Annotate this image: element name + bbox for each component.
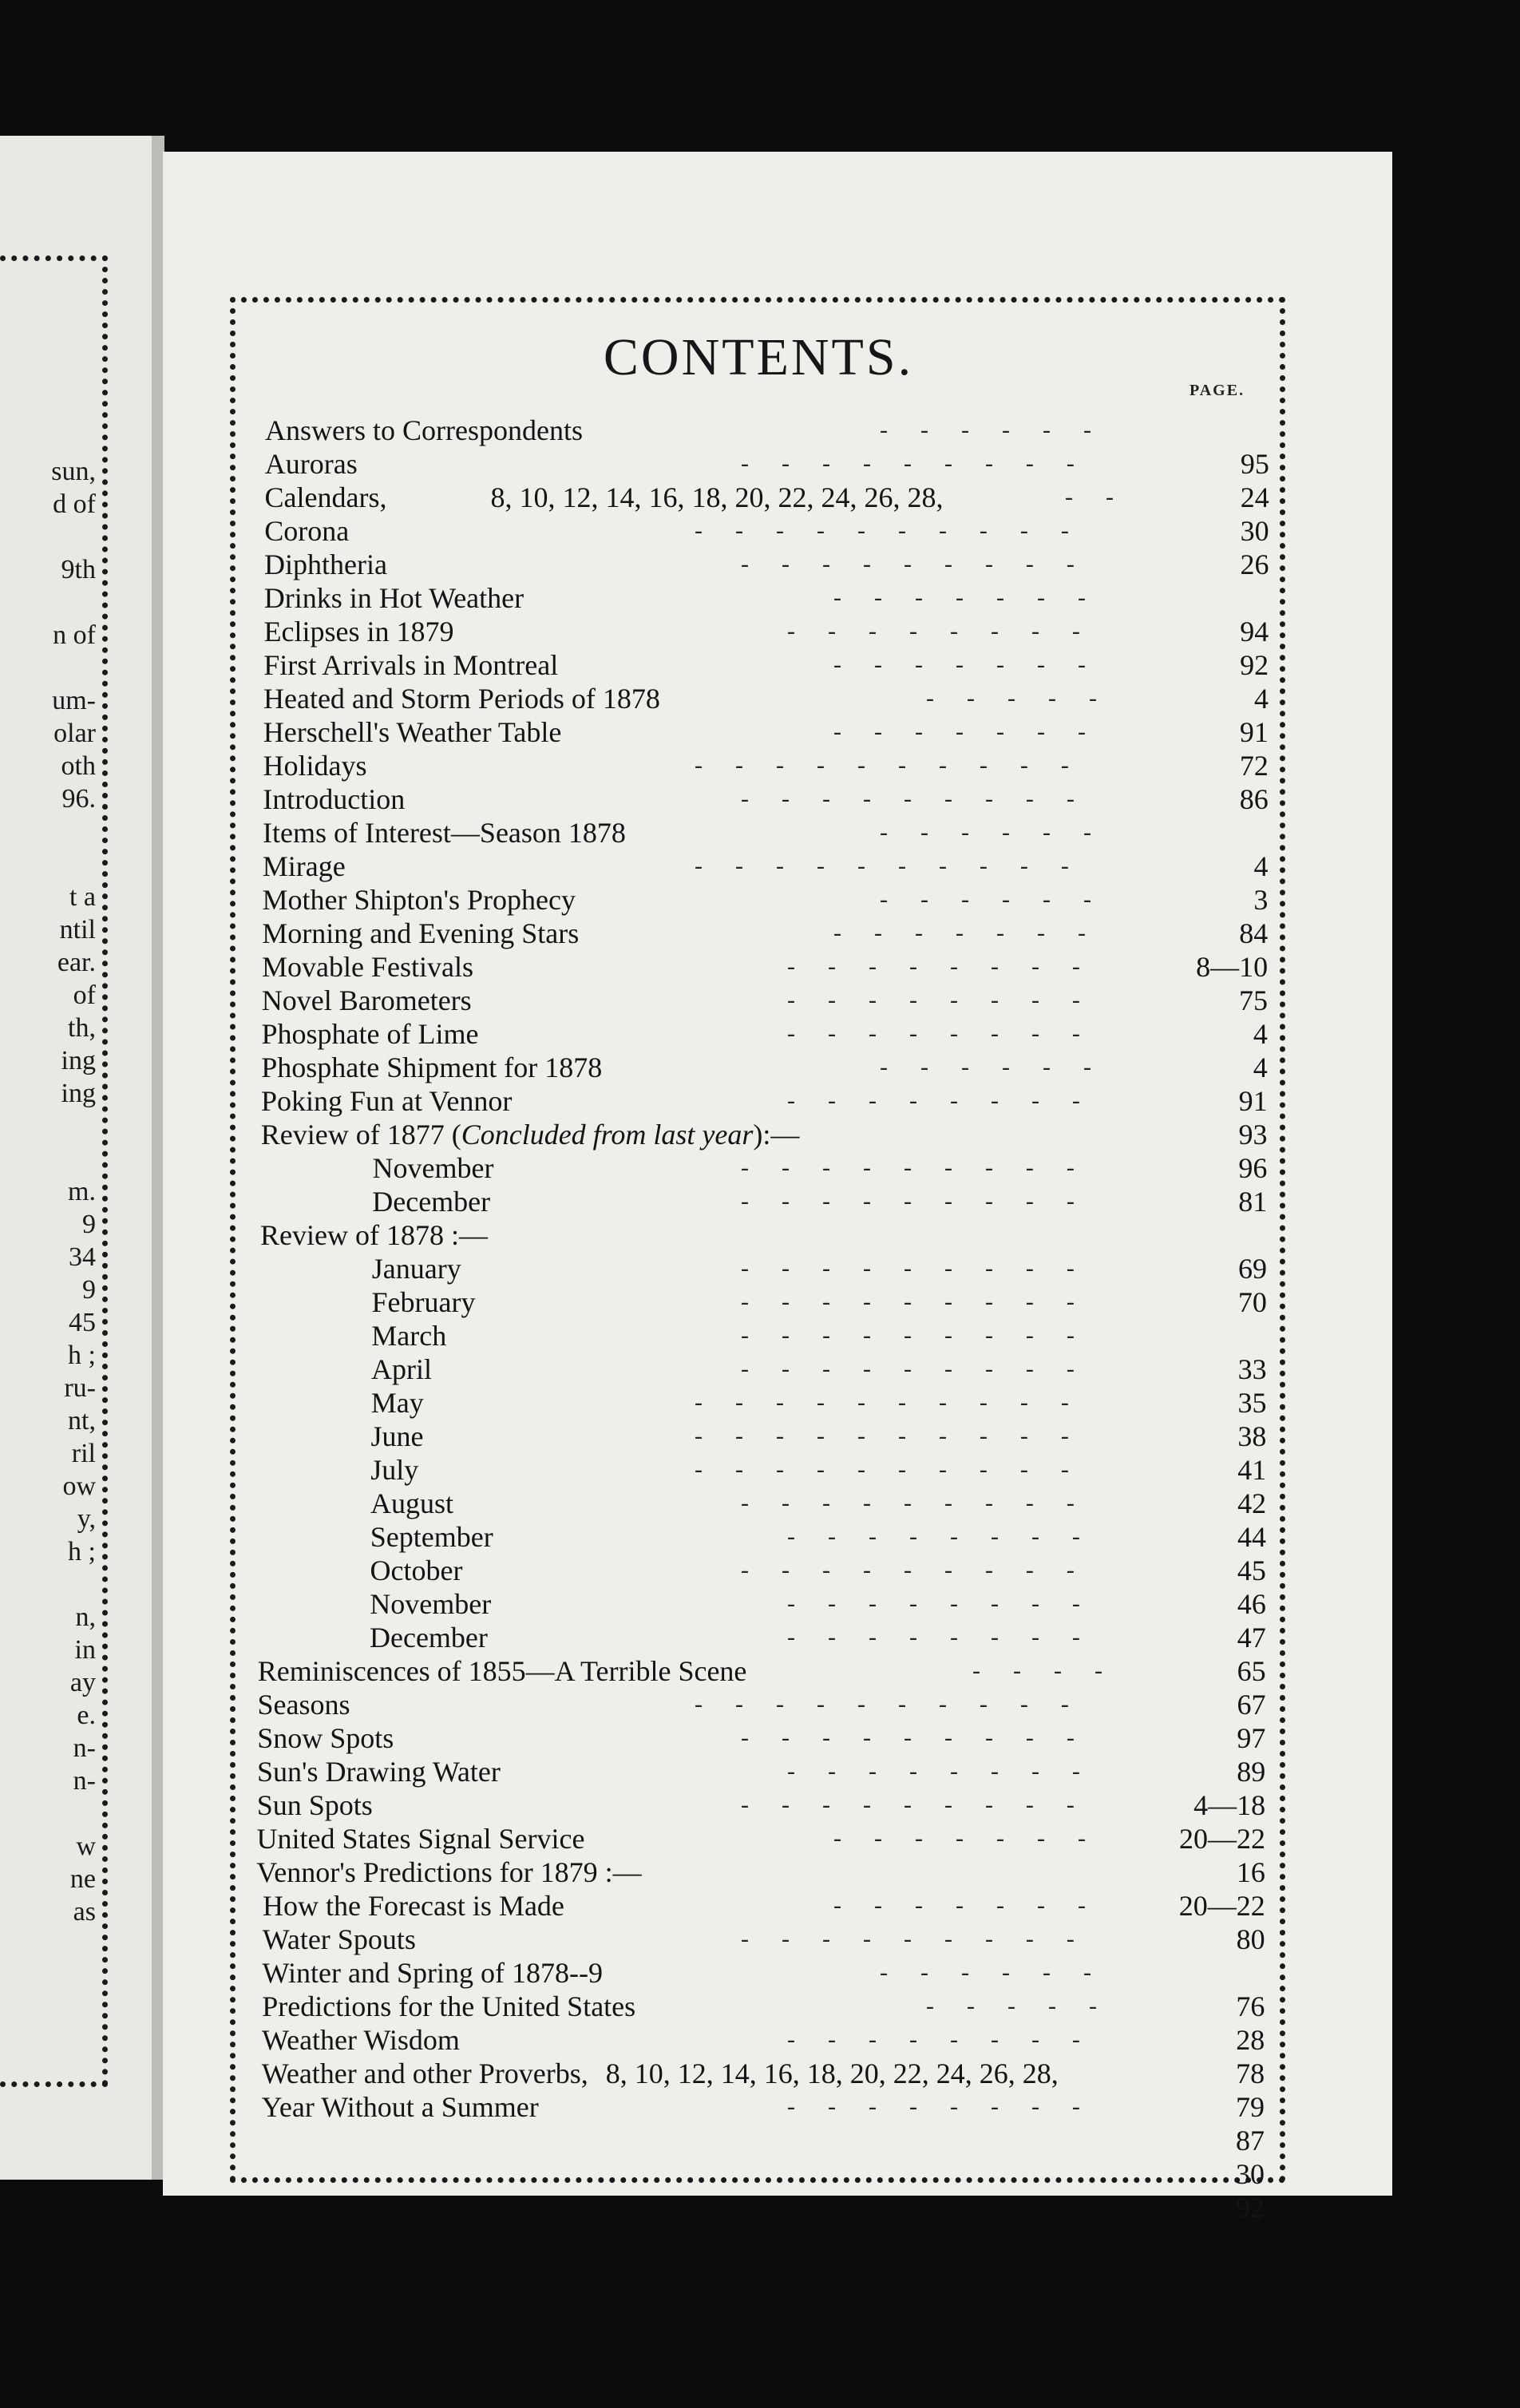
page-number: 3 — [1253, 884, 1269, 916]
entry-title: Review of 1877 (Concluded from last year):— — [260, 1119, 800, 1151]
facing-page-line: n of — [53, 620, 96, 650]
contents-entry — [239, 2023, 1277, 2057]
facing-page-line — [0, 1143, 96, 1175]
facing-page-line: in — [74, 1635, 96, 1665]
page-title: CONTENTS. — [603, 328, 914, 386]
page-number: 75 — [1238, 984, 1268, 1016]
entry-title: Seasons — [257, 1689, 350, 1721]
contents-entry — [239, 883, 1277, 917]
entry-title: Calendars, 8, 10, 12, 14, 16, 18, 20, 22, 24, 26, 28, — [264, 481, 944, 513]
page-number: 97 — [1237, 1722, 1266, 1754]
contents-entry — [239, 514, 1277, 548]
page-number: 65 — [1237, 1655, 1266, 1687]
page-number: 87 — [1236, 2125, 1265, 2157]
contents-entry — [239, 984, 1277, 1017]
entry-title: Sun's Drawing Water — [257, 1756, 501, 1788]
contents-entry — [239, 2090, 1277, 2124]
contents-entry — [239, 1554, 1277, 1587]
page-number: 81 — [1238, 1186, 1268, 1218]
entry-title: Predictions for the United States — [262, 1990, 636, 2022]
dot-leader: --------- — [741, 1490, 1107, 1516]
page-number: 45 — [1237, 1555, 1266, 1586]
entry-title: Vennor's Predictions for 1879 :— — [256, 1856, 642, 1888]
dot-leader: -------- — [787, 1020, 1113, 1047]
contents-entry — [239, 1118, 1277, 1151]
dot-leader: --------- — [741, 450, 1107, 477]
contents-entry — [239, 447, 1277, 481]
contents-entry — [239, 1487, 1277, 1520]
contents-entry — [239, 548, 1277, 581]
entry-title: August — [370, 1487, 454, 1519]
facing-page-line: ru- — [64, 1373, 96, 1403]
page-number: 16 — [1236, 1856, 1265, 1888]
dot-leader: ------- — [833, 719, 1118, 745]
contents-entry — [239, 1654, 1277, 1688]
facing-page-line: as — [73, 1897, 96, 1927]
contents-entry — [239, 2191, 1277, 2224]
dot-leader: ----- — [926, 1993, 1130, 2019]
entry-title: January — [371, 1253, 461, 1285]
dot-leader: ---------- — [695, 752, 1102, 778]
entry-title: October — [370, 1555, 463, 1586]
page-number: 41 — [1237, 1454, 1267, 1486]
dot-leader: --------- — [741, 1154, 1107, 1181]
contents-entry — [239, 1889, 1277, 1923]
contents-entry — [239, 648, 1277, 682]
page-number: 91 — [1239, 716, 1269, 748]
contents-entry — [239, 615, 1277, 648]
entry-title: Eclipses in 1879 — [263, 616, 454, 648]
entry-title: Holidays — [263, 750, 367, 782]
facing-page-line — [0, 586, 96, 619]
entry-title: Herschell's Weather Table — [263, 716, 562, 748]
page-number: 79 — [1236, 2091, 1265, 2123]
page-number: 86 — [1239, 783, 1269, 815]
page-number: 20—22 — [1178, 1823, 1265, 1855]
entry-title: Phosphate Shipment for 1878 — [261, 1052, 603, 1083]
page-column-heading: PAGE. — [1189, 382, 1245, 399]
page-number: 92 — [1240, 649, 1269, 681]
entry-title: Heated and Storm Periods of 1878 — [263, 683, 660, 715]
facing-page-line: d of — [53, 489, 96, 519]
contents-entry — [239, 950, 1277, 984]
page-number: 84 — [1239, 917, 1269, 949]
entry-title: December — [372, 1186, 491, 1218]
page-number: 4 — [1253, 850, 1269, 882]
entry-title: Reminiscences of 1855—A Terrible Scene — [257, 1655, 747, 1687]
page-number: 69 — [1238, 1253, 1267, 1285]
facing-page-line: 9 — [82, 1210, 96, 1239]
entry-title: December — [370, 1622, 488, 1654]
entry-title: Weather Wisdom — [262, 2024, 460, 2056]
facing-page-line: th, — [68, 1013, 96, 1043]
page-number: 26 — [1240, 549, 1269, 580]
dot-leader: --------- — [741, 1356, 1107, 1382]
entry-title: Auroras — [264, 448, 358, 480]
entry-title: Water Spouts — [262, 1923, 416, 1955]
contents-entry — [239, 1084, 1277, 1118]
contents-entry — [239, 682, 1277, 715]
facing-page-line: ril — [71, 1439, 96, 1468]
dot-leader: -------- — [787, 618, 1113, 644]
facing-page-line: ing — [61, 1079, 96, 1108]
contents-entry — [239, 1051, 1277, 1084]
dot-leader: --------- — [741, 1322, 1107, 1349]
entry-title: November — [370, 1588, 492, 1620]
facing-page-line: 96. — [61, 784, 96, 814]
entry-title: Movable Festivals — [262, 951, 473, 983]
contents-entry — [239, 1755, 1277, 1788]
facing-page-line — [0, 1797, 96, 1830]
entry-title: February — [371, 1286, 476, 1318]
entry-title: Items of Interest—Season 1878 — [263, 817, 626, 849]
dot-leader: --------- — [741, 1725, 1107, 1751]
dot-leader: -------- — [787, 987, 1113, 1013]
page-number: 24 — [1240, 481, 1269, 513]
page-number: 44 — [1237, 1521, 1267, 1553]
dot-leader: ------- — [833, 652, 1118, 678]
entry-title: September — [370, 1521, 493, 1553]
entry-title: Review of 1878 :— — [260, 1219, 488, 1251]
page-number: 67 — [1237, 1689, 1266, 1721]
page-number: 4 — [1253, 1052, 1268, 1083]
facing-page-line — [0, 1568, 96, 1601]
contents-entry — [239, 2157, 1277, 2191]
entry-title: Answers to Correspondents — [265, 414, 583, 446]
contents-entry — [239, 1151, 1277, 1185]
dot-leader: --------- — [741, 786, 1107, 812]
dot-leader: ---------- — [695, 1691, 1102, 1717]
contents-entry — [239, 917, 1277, 950]
contents-entry — [239, 1319, 1277, 1353]
contents-entry — [239, 1218, 1277, 1252]
page-number: 76 — [1236, 1990, 1265, 2022]
entry-title: Sun Spots — [256, 1789, 373, 1821]
contents-entry — [239, 581, 1277, 615]
entry-title: How the Forecast is Made — [263, 1890, 564, 1922]
contents-entry — [239, 1386, 1277, 1420]
page-number: 30 — [1236, 2158, 1265, 2190]
dot-leader: -------- — [787, 1758, 1113, 1784]
dot-leader: ------- — [833, 584, 1118, 611]
facing-page-line: ear. — [57, 948, 96, 977]
facing-page-line: m. — [68, 1177, 96, 1206]
facing-page-line: n- — [73, 1766, 96, 1796]
page-number: 38 — [1237, 1420, 1267, 1452]
dot-leader: ------- — [833, 920, 1118, 946]
facing-page-line: olar — [53, 719, 96, 748]
facing-page-line: sun, — [51, 457, 96, 486]
entry-title: March — [371, 1320, 447, 1352]
entry-title: Novel Barometers — [261, 984, 472, 1016]
facing-page-line — [0, 652, 96, 684]
contents-entry — [239, 1856, 1277, 1889]
entry-title: Introduction — [263, 783, 406, 815]
facing-page-line — [0, 848, 96, 881]
facing-page-line: h ; — [68, 1341, 96, 1370]
entry-title: Diphtheria — [264, 549, 387, 580]
facing-page-line: n, — [75, 1602, 96, 1632]
contents-entry — [239, 1587, 1277, 1621]
dot-leader: ------- — [833, 1825, 1118, 1852]
contents-entry — [239, 816, 1277, 850]
facing-page-line: e. — [77, 1701, 96, 1730]
facing-page-line: nt, — [68, 1406, 96, 1436]
dot-leader: --------- — [741, 1557, 1107, 1583]
page-number: 47 — [1237, 1622, 1266, 1654]
contents-entry — [239, 715, 1277, 749]
contents-entry — [239, 749, 1277, 782]
facing-page-line: oth — [61, 751, 96, 781]
contents-entry — [239, 1285, 1277, 1319]
page-number: 93 — [1238, 1119, 1268, 1151]
page-number: 70 — [1237, 1286, 1267, 1318]
dot-leader: -------- — [787, 2026, 1113, 2053]
contents-entry — [239, 1788, 1277, 1822]
page-number: 89 — [1237, 1756, 1266, 1788]
dot-leader: ------ — [880, 1959, 1124, 1986]
entry-title: May — [370, 1387, 424, 1419]
dot-leader: -------- — [787, 1523, 1113, 1550]
dot-leader: -------- — [787, 1624, 1113, 1650]
dot-leader: ----- — [926, 685, 1130, 711]
inline-page-list: 8, 10, 12, 14, 16, 18, 20, 22, 24, 26, 28, — [490, 481, 944, 513]
page-number: 20—22 — [1178, 1890, 1265, 1922]
dot-leader: ------ — [880, 1054, 1124, 1080]
facing-page-line: ntil — [59, 915, 96, 945]
contents-entry — [239, 481, 1277, 514]
entry-title: Poking Fun at Vennor — [261, 1085, 513, 1117]
inline-page-list: 8, 10, 12, 14, 16, 18, 20, 22, 24, 26, 28, — [605, 2057, 1059, 2089]
dot-leader: --------- — [741, 1926, 1107, 1952]
contents-entry — [239, 1017, 1277, 1051]
contents-entry — [239, 1520, 1277, 1554]
entry-title: Phosphate of Lime — [261, 1018, 479, 1050]
facing-page-line: n- — [73, 1733, 96, 1763]
page-number: 72 — [1239, 750, 1269, 782]
dot-leader: ---------- — [695, 1456, 1102, 1483]
dot-leader: ------ — [880, 886, 1124, 913]
dot-leader: ---------- — [695, 853, 1102, 879]
entry-title: First Arrivals in Montreal — [263, 649, 559, 681]
entry-title: United States Signal Service — [256, 1823, 585, 1855]
facing-page-line: of — [73, 980, 96, 1010]
dot-leader: ---------- — [695, 1423, 1102, 1449]
page-number: 80 — [1236, 1923, 1265, 1955]
entry-title: Year Without a Summer — [261, 2091, 539, 2123]
facing-page-line: um- — [52, 686, 96, 715]
facing-page-text — [0, 455, 96, 1928]
dot-leader: -------- — [787, 1087, 1113, 1114]
entry-title: Winter and Spring of 1878--9 — [262, 1957, 603, 1989]
contents-entry — [239, 414, 1277, 447]
page-number: 4 — [1254, 683, 1269, 715]
facing-page-line: w — [76, 1832, 96, 1861]
facing-page-line: h ; — [68, 1537, 96, 1566]
dot-leader: --------- — [741, 1289, 1107, 1315]
contents-entry — [239, 2057, 1277, 2090]
facing-page-line: ay — [69, 1668, 96, 1697]
page-number: 33 — [1237, 1353, 1267, 1385]
page-number: 4—18 — [1193, 1789, 1266, 1821]
contents-entry — [239, 1621, 1277, 1654]
dot-leader: ---- — [972, 1657, 1135, 1684]
dot-leader: ---------- — [695, 1389, 1102, 1416]
contents-entry — [239, 1688, 1277, 1721]
contents-entry — [239, 850, 1277, 883]
dot-leader: ------ — [880, 819, 1124, 846]
facing-page-line: y, — [77, 1504, 96, 1534]
page-number: 4 — [1253, 1018, 1268, 1050]
entry-title: June — [370, 1420, 424, 1452]
dot-leader: ---------- — [695, 517, 1102, 544]
contents-entry — [239, 1420, 1277, 1453]
contents-entry — [239, 782, 1277, 816]
dot-leader: --------- — [741, 1255, 1107, 1281]
contents-entry — [239, 2124, 1277, 2157]
contents-entry — [239, 1923, 1277, 1956]
contents-entry — [239, 1721, 1277, 1755]
page-number: 94 — [1240, 616, 1269, 648]
page-number: 95 — [1240, 448, 1269, 480]
page-number: 28 — [1236, 2024, 1265, 2056]
dot-leader: ------ — [880, 417, 1124, 443]
page-number: 35 — [1237, 1387, 1267, 1419]
dot-leader: ------- — [833, 1892, 1118, 1919]
contents-entry — [239, 1353, 1277, 1386]
facing-page-line: 9th — [61, 555, 96, 584]
facing-page-line: 34 — [69, 1242, 96, 1272]
contents-entry — [239, 1956, 1277, 1990]
contents-entry — [239, 1252, 1277, 1285]
facing-page-line: ne — [69, 1864, 96, 1894]
facing-page-line — [0, 521, 96, 553]
page-number: 8—10 — [1196, 951, 1269, 983]
dot-leader: -------- — [787, 953, 1113, 980]
page-number: 91 — [1238, 1085, 1268, 1117]
contents-entry — [239, 1185, 1277, 1218]
page-number: 46 — [1237, 1588, 1266, 1620]
entry-title: Corona — [264, 515, 350, 547]
entry-title: November — [372, 1152, 494, 1184]
entry-title: Drinks in Hot Weather — [263, 582, 524, 614]
dot-leader: --------- — [741, 551, 1107, 577]
facing-page-line: t a — [69, 882, 96, 912]
page-number: 92 — [1236, 2192, 1265, 2224]
dot-leader: --------- — [741, 1188, 1107, 1214]
page-number: 30 — [1240, 515, 1269, 547]
dot-leader: --------- — [741, 1792, 1107, 1818]
contents-entry — [239, 1822, 1277, 1856]
dot-leader: -- — [1065, 484, 1146, 510]
entry-title: Weather and other Proverbs, 8, 10, 12, 14, 16, 18, 20, 22, 24, 26, 28, — [261, 2057, 1059, 2089]
page-number: 96 — [1238, 1152, 1268, 1184]
page-number: 78 — [1236, 2057, 1265, 2089]
entry-title: Mirage — [262, 850, 346, 882]
contents-entry — [239, 1453, 1277, 1487]
entry-title: April — [371, 1353, 432, 1385]
page-number: 42 — [1237, 1487, 1267, 1519]
facing-page-line: 9 — [82, 1275, 96, 1305]
dot-leader: -------- — [787, 2093, 1113, 2120]
contents-entry — [239, 1990, 1277, 2023]
entry-title: July — [370, 1454, 419, 1486]
entry-title: Mother Shipton's Prophecy — [262, 884, 576, 916]
entry-title: Morning and Evening Stars — [262, 917, 580, 949]
contents-list — [239, 414, 1277, 2224]
facing-page-line — [0, 815, 96, 848]
facing-page-line — [0, 1110, 96, 1143]
dot-leader: -------- — [787, 1590, 1113, 1617]
facing-page-line: ow — [62, 1471, 96, 1501]
entry-title: Snow Spots — [257, 1722, 394, 1754]
facing-page-line: ing — [61, 1046, 96, 1075]
facing-page-line: 45 — [69, 1308, 96, 1337]
